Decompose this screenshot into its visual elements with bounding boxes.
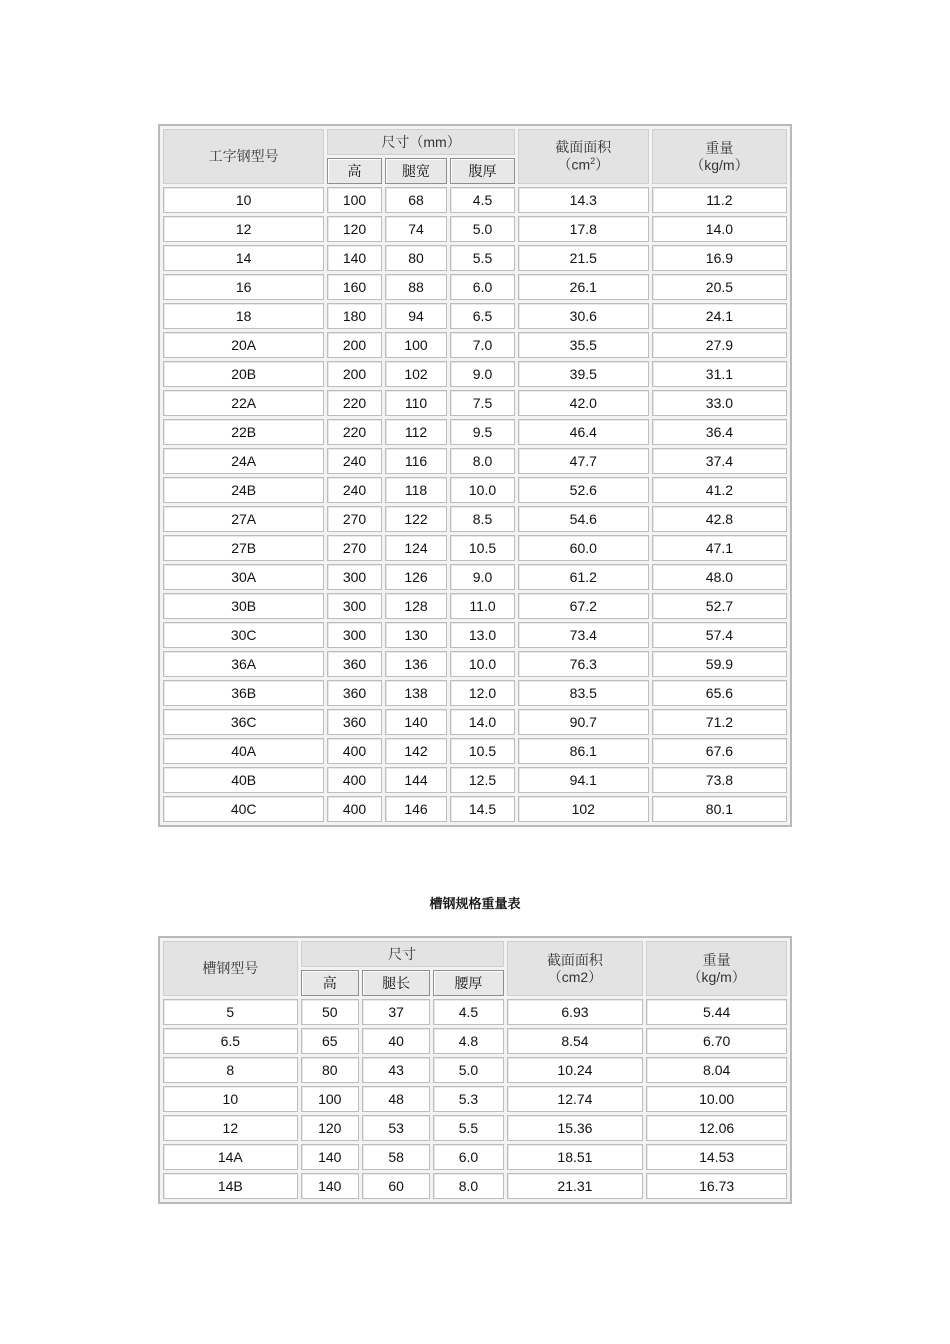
cell-weight: 27.9: [652, 332, 787, 358]
cell-height: 100: [301, 1086, 359, 1112]
cell-thickness: 7.5: [450, 390, 515, 416]
cell-height: 300: [327, 564, 381, 590]
table-row: [163, 767, 787, 793]
header-area: [518, 129, 649, 184]
channel-steel-spec-table: [158, 936, 792, 1204]
table-row: [163, 622, 787, 648]
cell-area: 21.31: [507, 1173, 644, 1199]
table-row: [163, 390, 787, 416]
header-waist-thickness: 腰厚: [433, 970, 503, 996]
cell-area: 30.6: [518, 303, 649, 329]
cell-height: 240: [327, 448, 381, 474]
cell-thickness: 8.0: [433, 1173, 503, 1199]
cell-height: 140: [301, 1144, 359, 1170]
cell-model: 10: [163, 187, 324, 213]
header-height: 高: [327, 158, 381, 184]
cell-weight: 67.6: [652, 738, 787, 764]
cell-height: 360: [327, 680, 381, 706]
cell-area: 86.1: [518, 738, 649, 764]
cell-area: 35.5: [518, 332, 649, 358]
cell-weight: 16.73: [646, 1173, 787, 1199]
cell-area: 76.3: [518, 651, 649, 677]
cell-leg: 122: [385, 506, 448, 532]
cell-leg: 37: [362, 999, 430, 1025]
cell-weight: 8.04: [646, 1057, 787, 1083]
cell-leg: 88: [385, 274, 448, 300]
cell-model: 22A: [163, 390, 324, 416]
cell-model: 36A: [163, 651, 324, 677]
cell-area: 60.0: [518, 535, 649, 561]
cell-height: 120: [301, 1115, 359, 1141]
cell-model: 20A: [163, 332, 324, 358]
cell-weight: 14.0: [652, 216, 787, 242]
header-area-unit-sup: 2: [590, 156, 596, 167]
cell-weight: 37.4: [652, 448, 787, 474]
cell-thickness: 9.0: [450, 361, 515, 387]
cell-model: 10: [163, 1086, 298, 1112]
cell-leg: 58: [362, 1144, 430, 1170]
cell-area: 14.3: [518, 187, 649, 213]
cell-thickness: 10.5: [450, 738, 515, 764]
table-row: [163, 245, 787, 271]
cell-model: 36C: [163, 709, 324, 735]
cell-leg: 112: [385, 419, 448, 445]
table-row: [163, 738, 787, 764]
cell-model: 5: [163, 999, 298, 1025]
cell-model: 20B: [163, 361, 324, 387]
table-row: [163, 651, 787, 677]
header-area: [507, 941, 644, 996]
cell-thickness: 10.0: [450, 651, 515, 677]
cell-area: 6.93: [507, 999, 644, 1025]
table-row: [163, 1115, 787, 1141]
cell-area: 47.7: [518, 448, 649, 474]
cell-leg: 43: [362, 1057, 430, 1083]
cell-height: 270: [327, 506, 381, 532]
table-row: [163, 187, 787, 213]
cell-model: 14B: [163, 1173, 298, 1199]
cell-weight: 57.4: [652, 622, 787, 648]
table-row: [163, 506, 787, 532]
cell-height: 220: [327, 419, 381, 445]
cell-area: 52.6: [518, 477, 649, 503]
table-row: [163, 680, 787, 706]
cell-leg: 74: [385, 216, 448, 242]
cell-area: 12.74: [507, 1086, 644, 1112]
cell-thickness: 5.5: [450, 245, 515, 271]
cell-thickness: 11.0: [450, 593, 515, 619]
cell-thickness: 14.5: [450, 796, 515, 822]
cell-thickness: 4.5: [450, 187, 515, 213]
table-row: [163, 593, 787, 619]
header-height: 高: [301, 970, 359, 996]
cell-thickness: 5.3: [433, 1086, 503, 1112]
header-weight: [646, 941, 787, 996]
cell-weight: 33.0: [652, 390, 787, 416]
cell-height: 200: [327, 332, 381, 358]
cell-leg: 68: [385, 187, 448, 213]
header-area-label: 截面面积: [555, 139, 612, 156]
cell-area: 39.5: [518, 361, 649, 387]
cell-leg: 126: [385, 564, 448, 590]
cell-height: 240: [327, 477, 381, 503]
table-row: [163, 361, 787, 387]
header-weight-label: 重量: [702, 951, 731, 968]
cell-leg: 144: [385, 767, 448, 793]
header-size: 尺寸: [301, 941, 504, 967]
header-weight-label: 重量: [705, 139, 734, 156]
cell-height: 400: [327, 738, 381, 764]
i-beam-spec-table: [158, 124, 792, 827]
cell-thickness: 8.0: [450, 448, 515, 474]
cell-model: 27A: [163, 506, 324, 532]
cell-weight: 48.0: [652, 564, 787, 590]
cell-weight: 65.6: [652, 680, 787, 706]
header-size: 尺寸（mm）: [327, 129, 514, 155]
cell-weight: 59.9: [652, 651, 787, 677]
table-row: [163, 1028, 787, 1054]
cell-leg: 142: [385, 738, 448, 764]
cell-model: 40A: [163, 738, 324, 764]
cell-leg: 118: [385, 477, 448, 503]
cell-leg: 94: [385, 303, 448, 329]
cell-height: 65: [301, 1028, 359, 1054]
header-leg-width: 腿宽: [385, 158, 448, 184]
table-row: [163, 274, 787, 300]
cell-weight: 5.44: [646, 999, 787, 1025]
cell-leg: 124: [385, 535, 448, 561]
cell-area: 42.0: [518, 390, 649, 416]
cell-height: 140: [301, 1173, 359, 1199]
cell-weight: 10.00: [646, 1086, 787, 1112]
cell-leg: 116: [385, 448, 448, 474]
cell-area: 83.5: [518, 680, 649, 706]
header-leg-length: 腿长: [362, 970, 430, 996]
table-row: [163, 477, 787, 503]
cell-height: 400: [327, 767, 381, 793]
cell-thickness: 5.0: [450, 216, 515, 242]
header-weight-unit: （kg/m）: [690, 156, 749, 173]
cell-thickness: 14.0: [450, 709, 515, 735]
cell-height: 180: [327, 303, 381, 329]
cell-thickness: 4.8: [433, 1028, 503, 1054]
cell-thickness: 6.5: [450, 303, 515, 329]
cell-height: 200: [327, 361, 381, 387]
cell-model: 16: [163, 274, 324, 300]
cell-thickness: 13.0: [450, 622, 515, 648]
cell-thickness: 12.5: [450, 767, 515, 793]
table-row: [163, 448, 787, 474]
cell-area: 61.2: [518, 564, 649, 590]
cell-area: 15.36: [507, 1115, 644, 1141]
table-row: [163, 332, 787, 358]
cell-thickness: 5.0: [433, 1057, 503, 1083]
cell-height: 360: [327, 651, 381, 677]
cell-weight: 31.1: [652, 361, 787, 387]
cell-leg: 138: [385, 680, 448, 706]
cell-area: 17.8: [518, 216, 649, 242]
cell-thickness: 8.5: [450, 506, 515, 532]
cell-thickness: 9.0: [450, 564, 515, 590]
cell-model: 18: [163, 303, 324, 329]
cell-thickness: 10.0: [450, 477, 515, 503]
cell-model: 27B: [163, 535, 324, 561]
cell-weight: 52.7: [652, 593, 787, 619]
cell-model: 14A: [163, 1144, 298, 1170]
cell-height: 270: [327, 535, 381, 561]
cell-weight: 36.4: [652, 419, 787, 445]
cell-thickness: 5.5: [433, 1115, 503, 1141]
cell-height: 100: [327, 187, 381, 213]
cell-model: 40B: [163, 767, 324, 793]
cell-height: 360: [327, 709, 381, 735]
cell-area: 18.51: [507, 1144, 644, 1170]
cell-height: 160: [327, 274, 381, 300]
header-area-label: 截面面积: [546, 951, 603, 968]
cell-leg: 100: [385, 332, 448, 358]
header-weight-unit: （kg/m）: [687, 968, 746, 985]
cell-model: 24A: [163, 448, 324, 474]
cell-area: 8.54: [507, 1028, 644, 1054]
table-row: [163, 216, 787, 242]
cell-height: 120: [327, 216, 381, 242]
cell-model: 14: [163, 245, 324, 271]
cell-model: 36B: [163, 680, 324, 706]
cell-weight: 11.2: [652, 187, 787, 213]
header-model: 槽钢型号: [163, 941, 298, 996]
cell-thickness: 7.0: [450, 332, 515, 358]
table-row: [163, 564, 787, 590]
cell-leg: 110: [385, 390, 448, 416]
cell-weight: 12.06: [646, 1115, 787, 1141]
cell-leg: 140: [385, 709, 448, 735]
cell-model: 12: [163, 216, 324, 242]
cell-thickness: 4.5: [433, 999, 503, 1025]
table-row: [163, 535, 787, 561]
cell-area: 94.1: [518, 767, 649, 793]
cell-model: 24B: [163, 477, 324, 503]
header-area-unit-prefix: （cm: [557, 156, 591, 173]
cell-area: 73.4: [518, 622, 649, 648]
table-row: [163, 419, 787, 445]
cell-model: 12: [163, 1115, 298, 1141]
cell-thickness: 9.5: [450, 419, 515, 445]
cell-height: 400: [327, 796, 381, 822]
cell-weight: 6.70: [646, 1028, 787, 1054]
table-row: [163, 709, 787, 735]
cell-leg: 130: [385, 622, 448, 648]
cell-thickness: 6.0: [450, 274, 515, 300]
cell-model: 30A: [163, 564, 324, 590]
cell-height: 220: [327, 390, 381, 416]
table-row: [163, 303, 787, 329]
cell-leg: 136: [385, 651, 448, 677]
cell-weight: 24.1: [652, 303, 787, 329]
cell-height: 50: [301, 999, 359, 1025]
cell-model: 30B: [163, 593, 324, 619]
header-area-unit-suffix: ）: [595, 156, 610, 173]
cell-thickness: 10.5: [450, 535, 515, 561]
cell-model: 8: [163, 1057, 298, 1083]
cell-thickness: 6.0: [433, 1144, 503, 1170]
header-model: 工字钢型号: [163, 129, 324, 184]
cell-area: 21.5: [518, 245, 649, 271]
table-row: [163, 1144, 787, 1170]
cell-model: 40C: [163, 796, 324, 822]
cell-weight: 20.5: [652, 274, 787, 300]
cell-leg: 146: [385, 796, 448, 822]
cell-thickness: 12.0: [450, 680, 515, 706]
cell-leg: 53: [362, 1115, 430, 1141]
cell-weight: 42.8: [652, 506, 787, 532]
cell-area: 67.2: [518, 593, 649, 619]
cell-area: 102: [518, 796, 649, 822]
cell-weight: 73.8: [652, 767, 787, 793]
header-area-unit: （cm2）: [547, 968, 603, 985]
table-row: [163, 999, 787, 1025]
cell-area: 90.7: [518, 709, 649, 735]
cell-height: 140: [327, 245, 381, 271]
table-row: [163, 1173, 787, 1199]
cell-model: 30C: [163, 622, 324, 648]
cell-weight: 71.2: [652, 709, 787, 735]
table-row: [163, 1086, 787, 1112]
cell-leg: 128: [385, 593, 448, 619]
table-row: [163, 796, 787, 822]
cell-weight: 14.53: [646, 1144, 787, 1170]
cell-weight: 16.9: [652, 245, 787, 271]
cell-area: 46.4: [518, 419, 649, 445]
cell-height: 300: [327, 593, 381, 619]
cell-leg: 102: [385, 361, 448, 387]
cell-leg: 80: [385, 245, 448, 271]
cell-area: 54.6: [518, 506, 649, 532]
channel-steel-table-title: 槽钢规格重量表: [429, 896, 521, 911]
header-weight: [652, 129, 787, 184]
table-row: [163, 1057, 787, 1083]
cell-height: 80: [301, 1057, 359, 1083]
cell-area: 26.1: [518, 274, 649, 300]
cell-model: 22B: [163, 419, 324, 445]
cell-model: 6.5: [163, 1028, 298, 1054]
cell-leg: 40: [362, 1028, 430, 1054]
header-web-thickness: 腹厚: [450, 158, 515, 184]
cell-weight: 41.2: [652, 477, 787, 503]
cell-weight: 80.1: [652, 796, 787, 822]
cell-height: 300: [327, 622, 381, 648]
cell-area: 10.24: [507, 1057, 644, 1083]
cell-weight: 47.1: [652, 535, 787, 561]
cell-leg: 48: [362, 1086, 430, 1112]
cell-leg: 60: [362, 1173, 430, 1199]
